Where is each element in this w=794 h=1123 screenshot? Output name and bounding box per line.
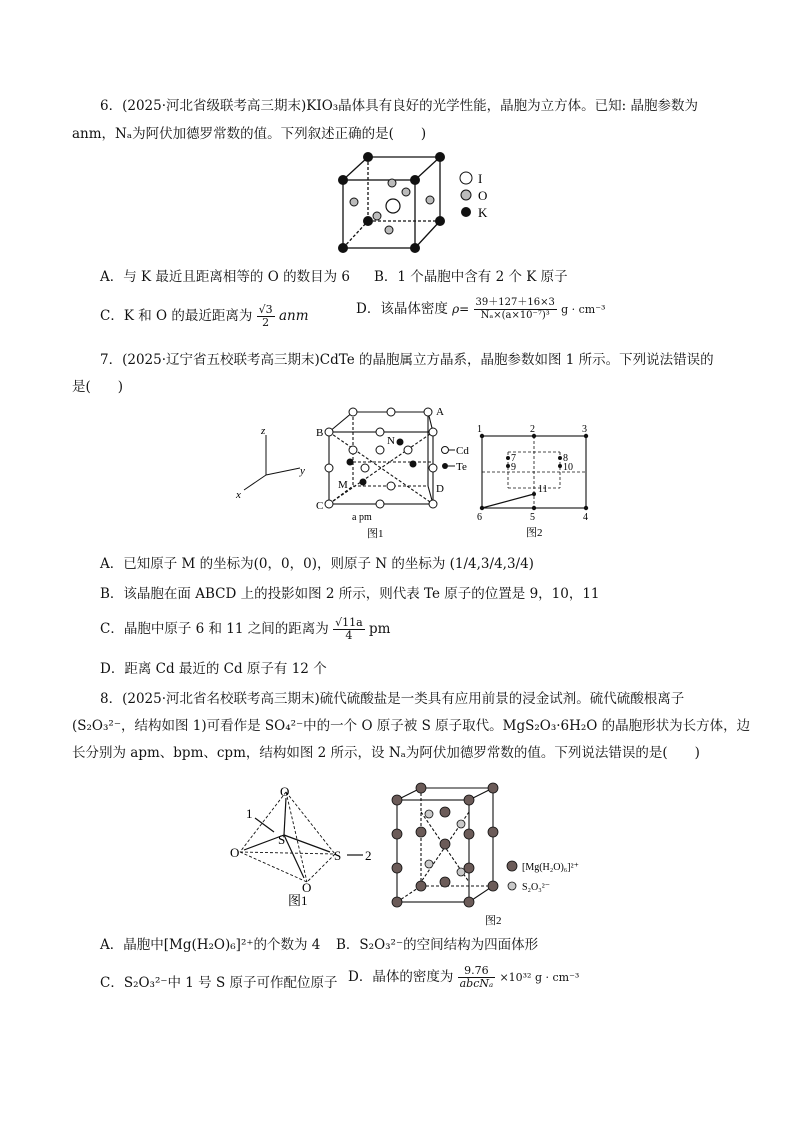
q6-legend-k: K: [478, 205, 488, 220]
q8-stem-line3: 长分别为 apm、bpm、cpm，结构如图 2 所示，设 Nₐ为阿伏加德罗常数的值。下列说法错误的是( ): [72, 745, 700, 761]
svg-text:1: 1: [477, 424, 482, 435]
q7-cdte-unit-cell-figure: [230, 402, 480, 542]
svg-text:Te: Te: [456, 461, 467, 473]
svg-text:S₂O₃²⁻: S₂O₃²⁻: [522, 882, 551, 893]
svg-text:2: 2: [365, 848, 372, 863]
svg-text:y: y: [300, 465, 305, 477]
q6-option-c: C．K 和 O 的最近距离为 $\frac{√3}{2}$ anm: [100, 303, 309, 329]
svg-text:3: 3: [582, 424, 587, 435]
svg-text:9: 9: [511, 462, 516, 473]
svg-text:N: N: [387, 435, 395, 447]
svg-text:图2: 图2: [485, 915, 502, 927]
q7-stem-line1: 7．(2025·辽宁省五校联考高三期末)CdTe 的晶胞属立方晶系，晶胞参数如图 1 所示。下列说法错误的: [100, 352, 714, 368]
svg-text:a pm: a pm: [352, 512, 372, 523]
q8-option-d: D．晶体的密度为 $\frac{9.76}{\text{abcNₐ}}$ ×10³² g · cm⁻³: [348, 964, 580, 990]
q6-legend-i: I: [478, 171, 483, 186]
svg-text:2: 2: [530, 424, 535, 435]
svg-text:x: x: [236, 489, 241, 501]
q8-option-c: C．S₂O₃²⁻中 1 号 S 原子可作配位原子: [100, 975, 338, 991]
q8-mgs2o3-unit-cell-figure-2: [385, 782, 605, 927]
svg-text:S: S: [334, 848, 342, 863]
q6-option-d: D．该晶体密度 ρ= $\frac{39+127+16\times 3}{\text{Nₐ×(a×10⁻⁷)³}}$ g · cm⁻³: [356, 297, 606, 321]
q6-legend-o: O: [478, 188, 488, 203]
q6-stem-line1: 6．(2025·河北省级联考高三期末)KIO₃晶体具有良好的光学性能，晶胞为立方体。已知: 晶胞参数为: [100, 98, 699, 114]
svg-text:B: B: [316, 427, 324, 439]
svg-text:D: D: [436, 483, 444, 495]
q6-stem-line2: anm，Nₐ为阿伏加德罗常数的值。下列叙述正确的是( ): [72, 126, 427, 142]
svg-text:Cd: Cd: [456, 445, 469, 457]
q7-option-d: D．距离 Cd 最近的 Cd 原子有 12 个: [100, 661, 327, 677]
q7-projection-figure-2: [474, 422, 594, 542]
q6-option-b: B．1 个晶胞中含有 2 个 K 原子: [374, 269, 568, 285]
q7-option-a: A．已知原子 M 的坐标为(0，0，0)，则原子 N 的坐标为 (1/4,3/4,3/4): [100, 556, 534, 572]
svg-text:7: 7: [511, 453, 516, 464]
q8-option-b: B．S₂O₃²⁻的空间结构为四面体形: [336, 937, 539, 953]
svg-text:8: 8: [563, 453, 568, 464]
q8-stem-line2: (S₂O₃²⁻，结构如图 1)可看作是 SO₄²⁻中的一个 O 原子被 S 原子取代。MgS₂O₃·6H₂O 的晶胞形状为长方体，边: [72, 718, 751, 734]
svg-text:M: M: [338, 479, 348, 491]
svg-text:[Mg(H₂O)₆]²⁺: [Mg(H₂O)₆]²⁺: [522, 862, 579, 873]
q6-kio3-unit-cell-figure: [330, 150, 520, 258]
svg-text:10: 10: [563, 462, 573, 473]
svg-text:图1: 图1: [288, 893, 308, 908]
svg-text:图2: 图2: [526, 527, 543, 539]
svg-text:O: O: [302, 880, 312, 895]
svg-text:O: O: [280, 784, 290, 799]
svg-text:O: O: [230, 845, 240, 860]
q7-stem-line2: 是( ): [72, 379, 124, 395]
q8-option-a: A．晶胞中[Mg(H₂O)₆]²⁺的个数为 4: [100, 937, 321, 953]
svg-text:11: 11: [538, 484, 548, 495]
svg-text:z: z: [261, 425, 266, 437]
q8-stem-line1: 8．(2025·河北省名校联考高三期末)硫代硫酸盐是一类具有应用前景的浸金试剂。硫代硫酸根离子: [100, 691, 685, 707]
svg-text:4: 4: [583, 512, 588, 523]
svg-text:图1: 图1: [367, 528, 384, 540]
svg-text:5: 5: [530, 512, 535, 523]
q8-thiosulfate-structure-figure-1: [222, 780, 382, 910]
q6-option-a: A．与 K 最近且距离相等的 O 的数目为 6: [100, 269, 350, 285]
svg-text:A: A: [436, 406, 444, 418]
svg-text:S: S: [278, 832, 286, 847]
q7-option-b: B．该晶胞在面 ABCD 上的投影如图 2 所示，则代表 Te 原子的位置是 9，10，11: [100, 586, 600, 602]
svg-text:6: 6: [477, 512, 482, 523]
q7-option-c: C．晶胞中原子 6 和 11 之间的距离为 $\frac{√11a}{4}$ pm: [100, 616, 391, 642]
svg-text:1: 1: [246, 806, 253, 821]
svg-text:C: C: [316, 500, 324, 512]
